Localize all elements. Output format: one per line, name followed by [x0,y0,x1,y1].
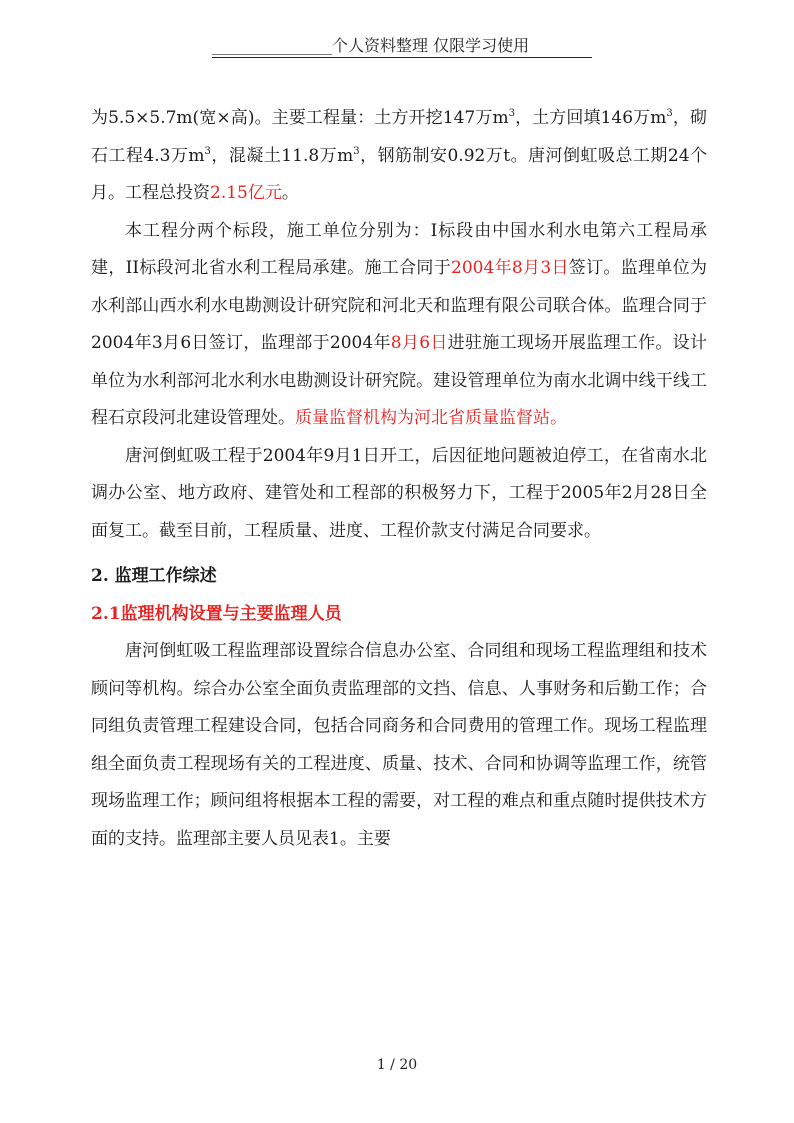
superscript: 3 [353,145,360,157]
page-header: _______________个人资料整理 仅限学习使用 [212,36,592,58]
superscript: 3 [508,108,515,119]
page-number: 1 / 20 [376,1057,418,1073]
text-run: ，土方回填146万m [514,108,667,128]
text-run: 唐河倒虹吸工程监理部设置综合信息办公室、合同组和现场工程监理组和技术顾问等机构。综合办公室全面负责监理部的文挡、信息、人事财务和后勤工作；合同组负责管理工程建设合同，包括合同商务和合同费用的管理工作。现场工程监理组全面负责工程现场有关的工程进度、质量、技术、合同和协调等监理工作，统管现场监理工作；顾问组将根据本工程的需要，对工程的难点和重点随时提供技术方面的支持。监理部主要人员见表1。主要 [91,641,707,849]
text-run: ，钢筋制安0.92万t。唐河倒虹吸总工期24个月。工程总投资 [91,145,707,203]
paragraph-construction-progress [91,438,707,551]
text-run: ，砌石工程4.3万m [91,108,708,166]
paragraph-contract-sections [91,213,707,438]
text-run: 签订。监理单位为水利部山西水利水电勘测设计研究院和河北天和监理有限公司联合体。监理合同于2004年3月6日签订，监理部于2004年 [91,258,707,353]
highlight-entry-date: 8月6日 [390,333,448,353]
subsection-heading: 2.1监理机构设置与主要监理人员 [91,603,342,624]
superscript: 3 [204,145,211,157]
highlight-contract-date: 2004年8月3日 [451,258,569,278]
superscript: 3 [666,108,673,119]
document-body [91,100,707,858]
paragraph-organization [91,633,707,858]
text-run: 本工程分两个标段，施工单位分别为：I标段由中国水利水电第六工程局承建，II标段河北省水利工程局承建。施工合同于 [91,220,707,278]
paragraph-project-quantities [91,100,707,213]
text-run: 为5.5×5.7m(宽×高)。主要工程量：土方开挖147万m [91,108,509,128]
highlight-total-investment: 2.15亿元 [210,183,282,203]
section-heading: 2. 监理工作综述 [91,566,217,586]
highlight-quality-supervision: 质量监督机构为河北省质量监督站。 [295,408,567,428]
text-run: 唐河倒虹吸工程于2004年9月1日开工，后因征地问题被迫停工，在省南水北调办公室、地方政府、建管处和工程部的积极努力下，工程于2005年2月28日全面复工。截至目前，工程质量、进度、工程价款支付满足合同要求。 [91,445,707,541]
text-run: ，混凝土11.8万m [210,145,354,166]
text-run: 。 [281,183,299,203]
text-run: 进驻施工现场开展监理工作。设计单位为水利部河北水利水电勘测设计研究院。建设管理单位为南水北调中线干线工程石京段河北建设管理处。 [91,333,707,428]
